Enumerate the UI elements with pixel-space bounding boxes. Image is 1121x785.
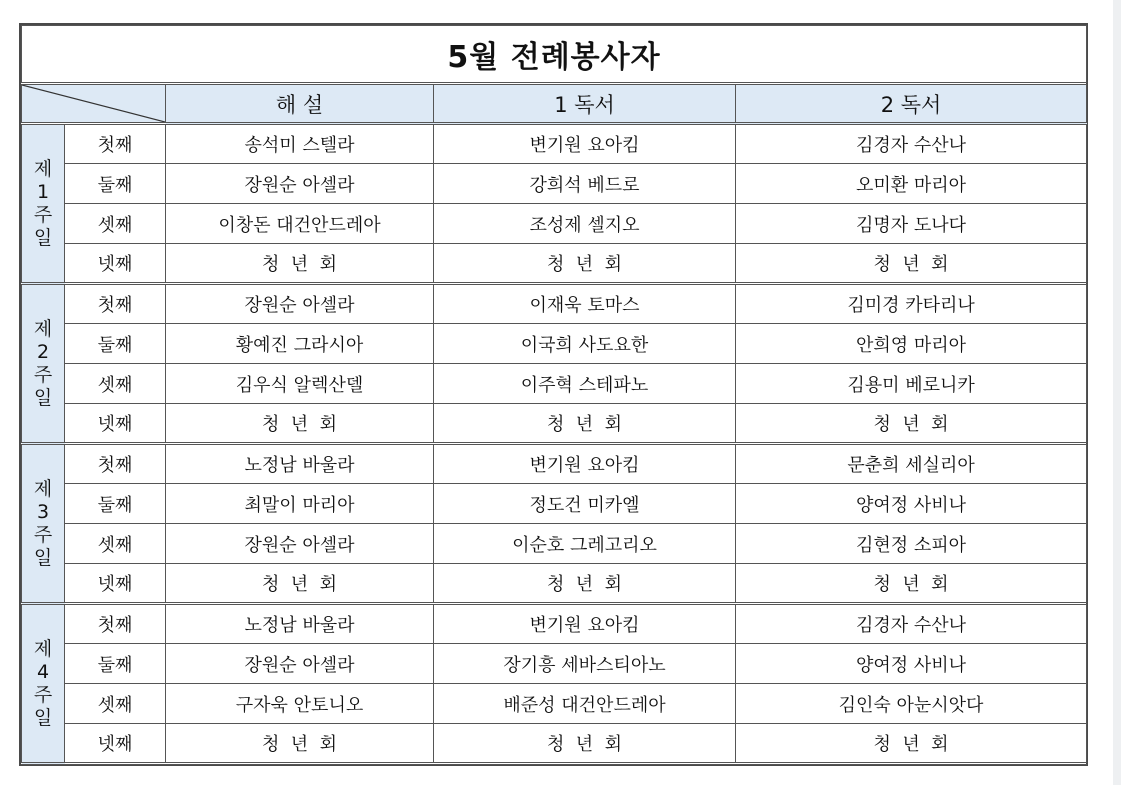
- reading-1-cell: 청 년 회: [434, 724, 736, 764]
- week-label-char: 2: [36, 340, 50, 363]
- page-title: 5월 전례봉사자: [22, 26, 1087, 84]
- table-row: [22, 644, 1087, 684]
- week-label-char: 일: [33, 546, 53, 569]
- reading-1-cell: 변기원 요아킴: [434, 444, 736, 484]
- reading-1-cell: 이재욱 토마스: [434, 284, 736, 324]
- ordinal-cell: 첫째: [65, 444, 166, 484]
- reading-2-cell: 청 년 회: [736, 724, 1087, 764]
- commentary-cell: 장원순 아셀라: [166, 524, 434, 564]
- commentary-cell: 노정남 바울라: [166, 444, 434, 484]
- commentary-cell: 청 년 회: [166, 244, 434, 284]
- reading-1-cell: 강희석 베드로: [434, 164, 736, 204]
- commentary-cell: 최말이 마리아: [166, 484, 434, 524]
- week-label-char: 주: [33, 363, 53, 386]
- commentary-cell: 황예진 그라시아: [166, 324, 434, 364]
- reading-2-cell: 청 년 회: [736, 404, 1087, 444]
- reading-1-cell: 변기원 요아킴: [434, 124, 736, 164]
- reading-1-cell: 청 년 회: [434, 244, 736, 284]
- commentary-cell: 노정남 바울라: [166, 604, 434, 644]
- table-row: [22, 724, 1087, 764]
- week-label-char: 일: [33, 706, 53, 729]
- week-label-char: 제: [33, 477, 53, 500]
- reading-1-cell: 이국희 사도요한: [434, 324, 736, 364]
- commentary-cell: 청 년 회: [166, 724, 434, 764]
- commentary-cell: 청 년 회: [166, 404, 434, 444]
- week-label-char: 주: [33, 683, 53, 706]
- week-label-char: 제: [33, 637, 53, 660]
- week-label-char: 주: [33, 523, 53, 546]
- reading-2-cell: 오미환 마리아: [736, 164, 1087, 204]
- table-row: [22, 404, 1087, 444]
- commentary-cell: 장원순 아셀라: [166, 644, 434, 684]
- ordinal-cell: 넷째: [65, 564, 166, 604]
- ordinal-cell: 넷째: [65, 244, 166, 284]
- commentary-cell: 김우식 알렉산델: [166, 364, 434, 404]
- table-row: [22, 324, 1087, 364]
- commentary-cell: 구자욱 안토니오: [166, 684, 434, 724]
- table-row: [22, 204, 1087, 244]
- column-header-reading-1: 1 독서: [434, 84, 736, 124]
- reading-1-cell: 청 년 회: [434, 404, 736, 444]
- reading-1-cell: 배준성 대건안드레아: [434, 684, 736, 724]
- table-row: [22, 364, 1087, 404]
- reading-2-cell: 김현정 소피아: [736, 524, 1087, 564]
- ordinal-cell: 둘째: [65, 484, 166, 524]
- reading-1-cell: 변기원 요아킴: [434, 604, 736, 644]
- table-row: [22, 164, 1087, 204]
- week-label-char: 주: [33, 203, 53, 226]
- week-label-char: 일: [33, 386, 53, 409]
- column-header-commentary: 해 설: [166, 84, 434, 124]
- reading-2-cell: 청 년 회: [736, 244, 1087, 284]
- reading-2-cell: 안희영 마리아: [736, 324, 1087, 364]
- week-label-char: 일: [33, 226, 53, 249]
- reading-1-cell: 청 년 회: [434, 564, 736, 604]
- diagonal-line: [22, 85, 165, 122]
- table-row: [22, 564, 1087, 604]
- reading-2-cell: 양여정 사비나: [736, 484, 1087, 524]
- schedule-table: [21, 25, 1087, 765]
- week-label: [22, 444, 65, 604]
- reading-2-cell: 김인숙 아눈시앗다: [736, 684, 1087, 724]
- week-label-char: 제: [33, 157, 53, 180]
- reading-2-cell: 김명자 도나다: [736, 204, 1087, 244]
- week-label: [22, 604, 65, 764]
- reading-2-cell: 김용미 베로니카: [736, 364, 1087, 404]
- ordinal-cell: 첫째: [65, 124, 166, 164]
- ordinal-cell: 둘째: [65, 164, 166, 204]
- ordinal-cell: 둘째: [65, 644, 166, 684]
- week-label-char: 3: [36, 500, 50, 523]
- week-label: [22, 284, 65, 444]
- commentary-cell: 이창돈 대건안드레아: [166, 204, 434, 244]
- commentary-cell: 송석미 스텔라: [166, 124, 434, 164]
- ordinal-cell: 셋째: [65, 204, 166, 244]
- reading-1-cell: 이순호 그레고리오: [434, 524, 736, 564]
- table-row: [22, 244, 1087, 284]
- reading-2-cell: 문춘희 세실리아: [736, 444, 1087, 484]
- table-row: [22, 124, 1087, 164]
- ordinal-cell: 셋째: [65, 524, 166, 564]
- reading-2-cell: 청 년 회: [736, 564, 1087, 604]
- commentary-cell: 장원순 아셀라: [166, 284, 434, 324]
- commentary-cell: 청 년 회: [166, 564, 434, 604]
- ordinal-cell: 넷째: [65, 404, 166, 444]
- ordinal-cell: 셋째: [65, 364, 166, 404]
- reading-1-cell: 정도건 미카엘: [434, 484, 736, 524]
- week-label-char: 1: [36, 180, 50, 203]
- reading-1-cell: 이주혁 스테파노: [434, 364, 736, 404]
- commentary-cell: 장원순 아셀라: [166, 164, 434, 204]
- scrollbar-track: [1113, 0, 1121, 785]
- ordinal-cell: 셋째: [65, 684, 166, 724]
- table-row: [22, 484, 1087, 524]
- reading-1-cell: 조성제 셀지오: [434, 204, 736, 244]
- reading-1-cell: 장기흥 세바스티아노: [434, 644, 736, 684]
- table-row: [22, 444, 1087, 484]
- ordinal-cell: 넷째: [65, 724, 166, 764]
- reading-2-cell: 김미경 카타리나: [736, 284, 1087, 324]
- table-row: [22, 284, 1087, 324]
- table-row: [22, 524, 1087, 564]
- week-label-char: 4: [36, 660, 50, 683]
- corner-diagonal-cell: [22, 84, 166, 124]
- table-row: [22, 604, 1087, 644]
- week-label: [22, 124, 65, 284]
- ordinal-cell: 첫째: [65, 604, 166, 644]
- column-header-reading-2: 2 독서: [736, 84, 1087, 124]
- table-row: [22, 684, 1087, 724]
- schedule-sheet: [19, 23, 1088, 766]
- reading-2-cell: 김경자 수산나: [736, 604, 1087, 644]
- week-label-char: 제: [33, 317, 53, 340]
- ordinal-cell: 둘째: [65, 324, 166, 364]
- ordinal-cell: 첫째: [65, 284, 166, 324]
- reading-2-cell: 양여정 사비나: [736, 644, 1087, 684]
- reading-2-cell: 김경자 수산나: [736, 124, 1087, 164]
